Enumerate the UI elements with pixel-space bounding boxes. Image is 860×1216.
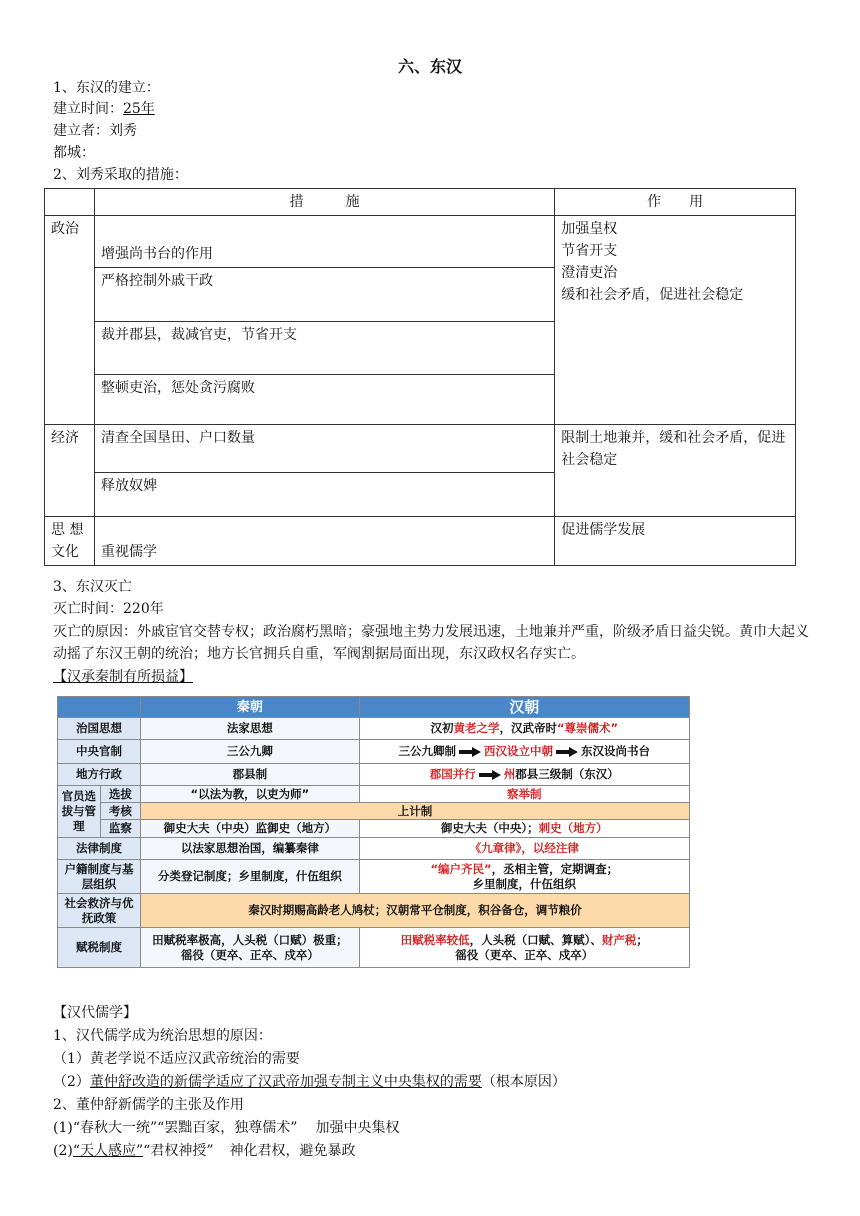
right-arrow-icon (556, 748, 578, 756)
culture-label-1: 思 想 (51, 522, 84, 538)
confucian-heading: 【汉代儒学】 (53, 1005, 137, 1021)
han-household-a: “编户齐民” (430, 861, 492, 876)
politics-effects (555, 216, 796, 425)
confucian-line-3-b: 董仲舒改造的新儒学适应了汉武帝加强专制主义中央集权的需要 (89, 1074, 482, 1090)
han-tax-2: 徭役（更卒、正卒、戍卒） (455, 947, 594, 962)
fall-time: 灭亡时间：220年 (53, 601, 164, 617)
culture-label-2: 文化 (51, 544, 79, 560)
confucian-line-6-d: 神化君权，避免暴政 (229, 1143, 356, 1159)
han-ideology-b: 黄老之学 (453, 721, 500, 735)
han-supervision-a: 御史大夫（中央）； (440, 821, 539, 835)
han-tax-d: ； (636, 932, 648, 947)
han-household-b: ，丞相主管，定期调查； (491, 861, 619, 876)
han-central-c: 东汉设尚书台 (581, 744, 651, 758)
section1-heading: 1、东汉的建立： (53, 80, 160, 96)
han-tax-a: 田赋税率较低 (400, 932, 470, 947)
header-effect: 作 用 (555, 189, 796, 216)
confucian-line-5 (53, 1118, 399, 1138)
han-household-c: 乡里制度，什伍组织 (472, 876, 577, 891)
politics-effect-3: 澄清吏治 (561, 265, 618, 281)
han-local-c: 郡县三级制（东汉） (515, 767, 619, 781)
confucian-line-3-a: （2） (53, 1074, 90, 1090)
confucian-line-2: （1）黄老学说不适应汉武帝统治的需要 (53, 1051, 300, 1067)
politics-label: 政治 (45, 216, 95, 425)
qin-tax (141, 928, 359, 968)
right-arrow-icon (479, 771, 501, 779)
confucian-line-5-b: 加强中央集权 (315, 1120, 400, 1136)
cmp-header-blank (58, 697, 141, 718)
politics-effect-2: 节省开支 (561, 243, 618, 259)
header-blank (45, 189, 95, 216)
confucian-line-3 (53, 1072, 566, 1092)
measures-table (44, 188, 796, 566)
cmp-header-qin: 秦朝 (141, 697, 359, 718)
qin-tax-2: 徭役（更卒、正卒、戍卒） (180, 947, 319, 962)
han-local-a: 郡国并行 (429, 767, 476, 781)
qin-supervision: 御史大夫（中央）监御史（地方） (141, 820, 359, 838)
right-arrow-icon (459, 748, 481, 756)
economy-effect: 限制土地兼并，缓和社会矛盾，促进社会稳定 (555, 425, 796, 517)
han-ideology-c: ，汉武帝时 (499, 721, 557, 735)
han-local (359, 764, 689, 786)
confucian-line-6 (53, 1141, 356, 1161)
economy-measure-1: 清查全国垦田、户口数量 (94, 425, 554, 473)
row-label-local: 地方行政 (58, 764, 141, 786)
confucian-line-1: 1、汉代儒学成为统治思想的原因： (53, 1028, 272, 1044)
sub-label-selection: 选拔 (100, 786, 140, 803)
row-label-ideology: 治国思想 (58, 718, 141, 740)
han-local-b: 州 (503, 767, 516, 781)
fall-reason: 灭亡的原因：外戚宦官交替专权；政治腐朽黑暗；豪强地主势力发展迅速，土地兼并严重，阶级矛盾日益尖锐。黄巾大起义动摇了东汉王朝的统治；地方长官拥兵自重，军阀割据局面出现，东汉政权名存实亡。 (53, 624, 809, 662)
qin-ideology: 法家思想 (141, 718, 359, 740)
founder-line: 建立者：刘秀 (53, 123, 137, 139)
qin-household: 分类登记制度；乡里制度，什伍组织 (141, 860, 359, 894)
politics-measure-3: 裁并郡县，裁减官吏，节省开支 (94, 322, 554, 375)
confucian-line-5-a: (1)“春秋大一统”“罢黜百家，独尊儒术” (53, 1120, 298, 1136)
row-label-central: 中央官制 (58, 740, 141, 764)
confucian-line-4: 2、董仲舒新儒学的主张及作用 (53, 1097, 244, 1113)
economy-label: 经济 (45, 425, 95, 517)
han-ideology (359, 718, 689, 740)
row-label-household: 户籍制度与基层组织 (58, 860, 141, 894)
han-law: 《九章律》，以经注律 (359, 838, 689, 860)
culture-label (45, 517, 95, 566)
han-household (359, 860, 689, 894)
section3-heading: 3、东汉灭亡 (53, 579, 132, 595)
culture-effect: 促进儒学发展 (555, 517, 796, 566)
sub-label-supervision: 监察 (100, 820, 140, 838)
han-tax-line1 (363, 933, 686, 948)
confucian-line-6-a: (2) (53, 1143, 73, 1159)
han-central-b: 西汉设立中朝 (484, 744, 554, 758)
row-label-tax: 赋税制度 (58, 928, 141, 968)
confucian-line-6-c: “君权神授” (143, 1143, 214, 1159)
han-tax-c: 财产税 (601, 932, 637, 947)
qin-selection: “以法为教，以吏为师” (141, 786, 359, 803)
han-household-line1 (363, 862, 686, 877)
confucian-line-3-c: （根本原因） (481, 1074, 566, 1090)
establish-time-label: 建立时间： (53, 101, 123, 117)
row-label-welfare: 社会救济与优抚政策 (58, 894, 141, 928)
sub-label-assessment: 考核 (100, 803, 140, 820)
qin-tax-1: 田赋税率极高，人头税（口赋）极重； (152, 932, 348, 947)
politics-effect-1: 加强皇权 (561, 221, 618, 237)
han-tax-b: ，人头税（口赋、算赋）、 (469, 932, 602, 947)
economy-measure-2: 释放奴婢 (94, 473, 554, 517)
politics-effect-4: 缓和社会矛盾，促进社会稳定 (561, 287, 744, 303)
header-measures: 措 施 (94, 189, 554, 216)
han-qin-heading-text: 【汉承秦制有所损益】 (53, 669, 193, 685)
assessment-value: 上计制 (141, 803, 690, 820)
han-ideology-a: 汉初 (430, 721, 454, 735)
han-supervision-b: 刺史（地方） (538, 821, 608, 835)
politics-measure-4: 整顿吏治，惩处贪污腐败 (94, 375, 554, 425)
establish-time-line (53, 99, 155, 119)
welfare-value: 秦汉时期赐高龄老人鸠杖；汉朝常平仓制度，积谷备仓，调节粮价 (141, 894, 690, 928)
page-title: 六、东汉 (397, 57, 462, 76)
row-label-officials: 官员选拔与管理 (58, 786, 101, 838)
han-selection: 察举制 (359, 786, 689, 803)
establish-time-value: 25年 (123, 101, 155, 117)
qin-han-comparison-table (57, 696, 690, 968)
qin-central: 三公九卿 (141, 740, 359, 764)
qin-local: 郡县制 (141, 764, 359, 786)
capital-line: 都城： (53, 145, 95, 161)
measures-table-header (45, 189, 796, 216)
row-label-law: 法律制度 (58, 838, 141, 860)
han-supervision (359, 820, 689, 838)
qin-law: 以法家思想治国，编纂秦律 (141, 838, 359, 860)
han-tax (359, 928, 689, 968)
han-qin-heading (53, 667, 193, 687)
confucian-line-6-b: “天人感应” (72, 1143, 144, 1159)
politics-measure-2: 严格控制外戚干政 (94, 268, 554, 322)
section2-heading: 2、刘秀采取的措施： (53, 167, 188, 183)
politics-measure-1: 增强尚书台的作用 (94, 216, 554, 268)
han-central (359, 740, 689, 764)
han-ideology-d: “尊崇儒术” (556, 721, 619, 735)
culture-measure: 重视儒学 (94, 517, 554, 566)
cmp-header-han: 汉朝 (359, 697, 689, 718)
han-central-a: 三公九卿制 (398, 744, 457, 758)
